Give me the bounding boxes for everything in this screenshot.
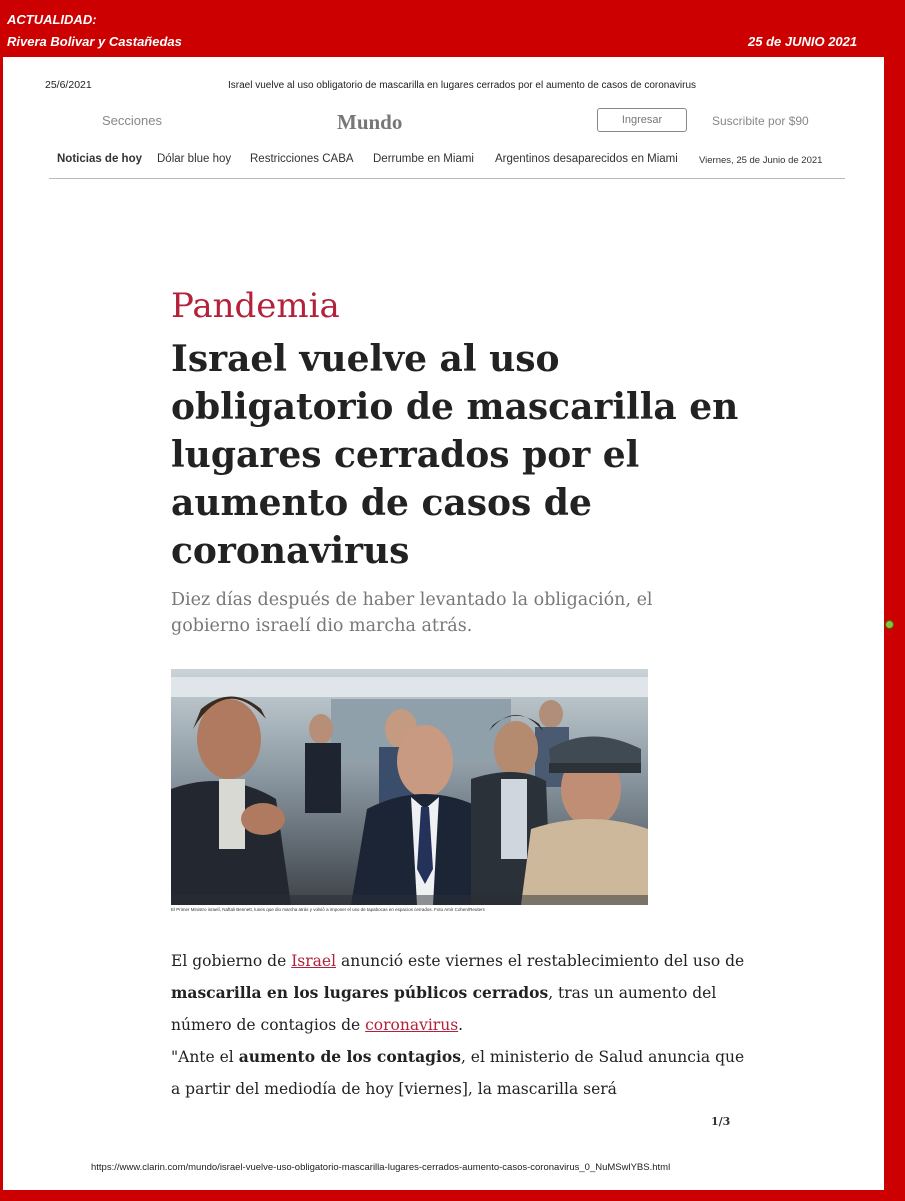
photo-illustration: [171, 669, 648, 905]
photo-caption: El Primer Ministro israelí, Naftali Bennett, lunes que dio marcha atrás y volvió a imponer el uso de tapabocas en espacios cerrados. Foto Amir Cohen/Reuters: [171, 907, 485, 912]
p1-text-c: , tras un aumento del número de contagios de: [171, 984, 717, 1034]
p1-text-d: .: [458, 1016, 464, 1034]
page-number: 1/3: [711, 1115, 731, 1128]
banner-label: ACTUALIDAD:: [7, 12, 97, 27]
sections-link[interactable]: Secciones: [102, 113, 162, 128]
page-url: https://www.clarin.com/mundo/israel-vuelve-uso-obligatorio-mascarilla-lugares-cerrados-aumento-casos-coronavirus_0_NuMSwlYBS.html: [91, 1162, 671, 1173]
status-dot: [885, 620, 894, 629]
coronavirus-link[interactable]: coronavirus: [365, 1016, 459, 1034]
subscribe-link[interactable]: Suscribite por $90: [712, 114, 809, 128]
printed-page: [3, 57, 884, 1190]
topic-dollar-blue[interactable]: Dólar blue hoy: [157, 153, 232, 165]
print-date: 25/6/2021: [45, 79, 92, 91]
paragraph-2: [171, 1041, 746, 1105]
paragraph-1: [171, 945, 746, 1041]
p2-text-b: , el ministerio de Salud anuncia que a partir del mediodía de hoy [viernes], la mascarilla será: [171, 1048, 745, 1098]
topic-restrictions-caba[interactable]: Restricciones CABA: [250, 153, 354, 165]
p1-text-b: anunció este viernes el restablecimiento del uso de: [336, 952, 745, 970]
banner-authors: Rivera Bolivar y Castañedas: [7, 34, 182, 49]
site-logo[interactable]: Mundo: [337, 110, 403, 134]
p2-bold: aumento de los contagios: [238, 1047, 461, 1066]
p2-text-a: "Ante el: [171, 1048, 239, 1066]
bottom-border: [0, 1190, 905, 1201]
today-date: Viernes, 25 de Junio de 2021: [699, 155, 823, 166]
article-subhead: Diez días después de haber levantado la obligación, el gobierno israelí dio marcha atrás.: [171, 590, 653, 636]
topic-missing-argentines[interactable]: Argentinos desaparecidos en Miami: [495, 153, 678, 165]
article-body: [171, 945, 746, 1105]
topic-news-today[interactable]: Noticias de hoy: [57, 153, 142, 165]
print-title: Israel vuelve al uso obligatorio de mascarilla en lugares cerrados por el aumento de casos de coronavirus: [228, 80, 697, 91]
israel-link[interactable]: Israel: [291, 952, 337, 970]
topic-miami-collapse[interactable]: Derrumbe en Miami: [373, 153, 474, 165]
nav-divider: [49, 178, 845, 179]
article-headline: Israel vuelve al uso obligatorio de mascarilla en lugares cerrados por el aumento de casos de coronavirus: [171, 338, 739, 572]
right-border: [884, 0, 905, 1201]
article-photo: [171, 669, 648, 905]
p1-bold: mascarilla en los lugares públicos cerrados: [171, 983, 549, 1002]
p1-text-a: El gobierno de: [171, 952, 292, 970]
login-button[interactable]: Ingresar: [597, 108, 687, 132]
section-label[interactable]: Pandemia: [171, 286, 340, 326]
banner-date: 25 de JUNIO 2021: [748, 34, 858, 49]
